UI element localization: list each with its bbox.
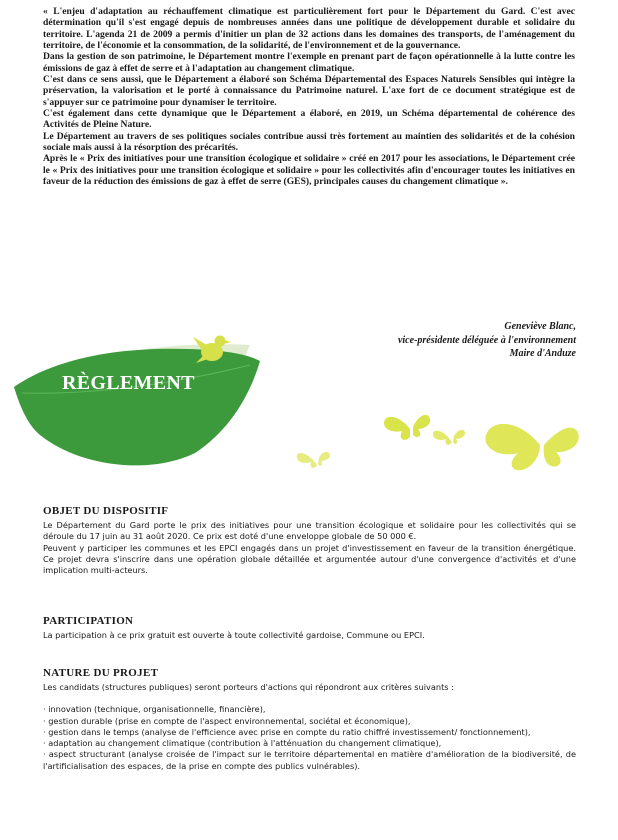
intro-paragraph: Le Département au travers de ses politiques sociales contribue aussi très fortement au maintien des solidarités et de la cohésion sociale mais aussi à la résorption des précarités. [43, 130, 575, 154]
criteria-item: · aspect structurant (analyse croisée de l'impact sur le territoire départemental en matière d'amélioration de la biodiversité, de l'artificialisation des espaces, de la prise en compte des publics vulnérables). [43, 749, 576, 771]
butterfly-icon [433, 430, 465, 445]
section-heading-objet: OBJET DU DISPOSITIF [43, 505, 169, 517]
signature-role: vice-présidente déléguée à l'environnement [397, 334, 576, 346]
intro-paragraph: Après le « Prix des initiatives pour une transition écologique et solidaire » créé en 2017 pour les associations, le Département crée le « Prix des initiatives pour une transition écologique et solidaire » pour les collectivités afin d'encourager toutes les initiatives en faveur de la réduction des émissions de gaz à effet de serre (GES), principales causes du changement climatique ». [43, 153, 575, 188]
section-body-nature [43, 682, 576, 772]
section-body-participation [43, 630, 576, 641]
intro-paragraph: Dans la gestion de son patrimoine, le Département montre l'exemple en prenant part de façon opérationnelle à la lutte contre les émissions de gaz à effet de serre et à l'adaptation au changement climatique. [43, 51, 575, 74]
reglement-title: RÈGLEMENT [62, 372, 195, 394]
butterfly-icon [297, 452, 330, 468]
criteria-item: · innovation (technique, organisationnelle, financière), [43, 704, 266, 715]
intro-paragraph: C'est également dans cette dynamique que le Département a élaboré, en 2019, un Schéma départemental de cohérence des Activités de Pleine Nature. [43, 108, 575, 131]
section-heading-participation: PARTICIPATION [43, 615, 134, 627]
participation-paragraph: La participation à ce prix gratuit est ouverte à toute collectivité gardoise, Commune ou EPCI. [43, 630, 425, 640]
nature-intro: Les candidats (structures publiques) seront porteurs d'actions qui répondront aux critères suivants : [43, 682, 454, 692]
butterfly-icon [384, 415, 430, 440]
intro-paragraph: C'est dans ce sens aussi, que le Département a élaboré son Schéma Départemental des Espaces Naturels Sensibles qui intègre la préservation, la valorisation et le porté à connaissance du Patrimoine naturel. L'axe fort de ce document stratégique est de s'appuyer sur ce patrimoine pour dynamiser le territoire. [43, 74, 575, 108]
signature-name: Geneviève Blanc, [504, 321, 576, 332]
criteria-item: · adaptation au changement climatique (contribution à l'atténuation du changement climatique), [43, 738, 442, 749]
section-body-objet [43, 520, 576, 576]
objet-paragraph: Peuvent y participer les communes et les EPCI engagés dans un projet d'investissement en faveur de la transition énergétique. Ce projet devra s'inscrire dans une opération globale détaillée et argumentée autour d'une convergence d'activités et d'une implication multi-acteurs. [43, 542, 576, 576]
leaf-icon [14, 349, 260, 466]
signature-title: Maire d'Anduze [509, 348, 576, 359]
intro-quote [43, 6, 575, 188]
criteria-item: · gestion durable (prise en compte de l'aspect environnemental, sociétal et économique), [43, 715, 411, 726]
butterfly-icon [485, 424, 578, 470]
intro-paragraph: « L'enjeu d'adaptation au réchauffement climatique est particulièrement fort pour le Département du Gard. C'est avec détermination qu'il s'est engagé depuis de nombreuses années dans une politique de développement durable et solidaire du territoire. L'agenda 21 de 2009 a permis d'initier un plan de 32 actions dans les domaines des transports, de l'aménagement du territoire, de l'économie et la consommation, de la solidarité, de l'environnement et de la gouvernance. [43, 6, 575, 52]
section-heading-nature: NATURE DU PROJET [43, 667, 159, 679]
reglement-banner [0, 325, 618, 490]
objet-paragraph: Le Département du Gard porte le prix des initiatives pour une transition écologique et solidaire pour les collectivités qui se déroule du 17 juin au 31 août 2020. Ce prix est doté d'une enveloppe globale de 50 000 €. [43, 520, 576, 542]
criteria-item: · gestion dans le temps (analyse de l'efficience avec prise en compte du ratio chiffré investissement/ fonctionnement), [43, 726, 531, 737]
